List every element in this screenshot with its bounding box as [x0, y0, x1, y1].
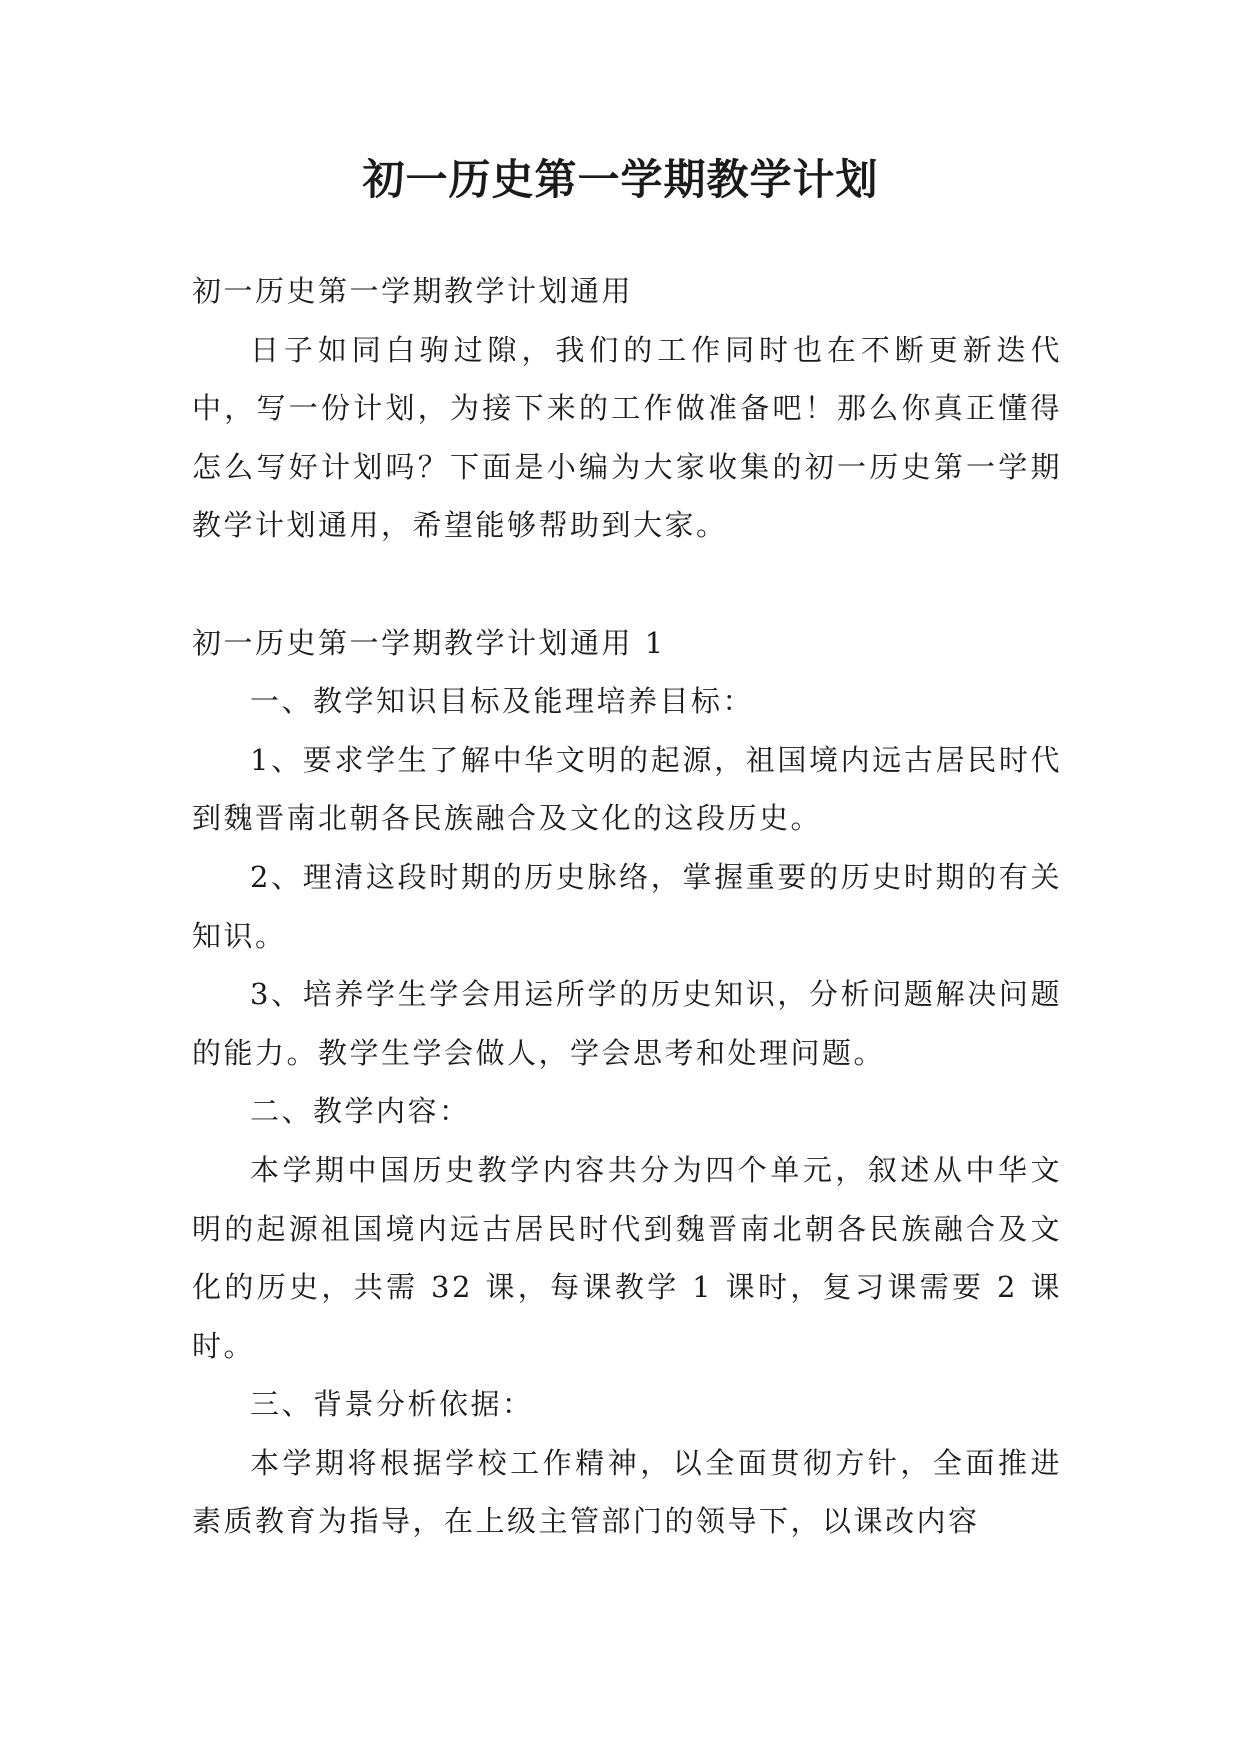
- paragraph: 一、教学知识目标及能理培养目标：: [250, 684, 755, 719]
- paragraph: 3、培养学生学会用运所学的历史知识，分析问题解决问题的能力。教学生学会做人，学会思考和处理问题。: [192, 977, 1062, 1070]
- paragraph: 日子如同白驹过隙，我们的工作同时也在不断更新迭代中，写一份计划，为接下来的工作做准备吧！那么你真正懂得怎么写好计划吗？下面是小编为大家收集的初一历史第一学期教学计划通用，希望能够帮助到大家。: [192, 332, 1062, 543]
- paragraph: 2、理清这段时期的历史脉络，掌握重要的历史时期的有关知识。: [192, 859, 1062, 953]
- document-body: [192, 262, 1062, 1551]
- paragraph: 二、教学内容：: [250, 1094, 471, 1129]
- paragraph: 本学期中国历史教学内容共分为四个单元，叙述从中华文明的起源祖国境内远古居民时代到魏晋南北朝各民族融合及文化的历史，共需 32 课，每课教学 1 课时，复习课需要 2 课时。: [192, 1152, 1062, 1363]
- paragraph: 初一历史第一学期教学计划通用 1: [192, 625, 666, 660]
- document-title: 初一历史第一学期教学计划: [362, 155, 879, 204]
- paragraph: 本学期将根据学校工作精神，以全面贯彻方针，全面推进素质教育为指导，在上级主管部门的领导下，以课改内容: [192, 1445, 1062, 1539]
- paragraph: 初一历史第一学期教学计划通用: [192, 274, 634, 308]
- paragraph: 三、背景分析依据：: [250, 1387, 534, 1422]
- paragraph: 1、要求学生了解中华文明的起源，祖国境内远古居民时代到魏晋南北朝各民族融合及文化的这段历史。: [192, 742, 1062, 836]
